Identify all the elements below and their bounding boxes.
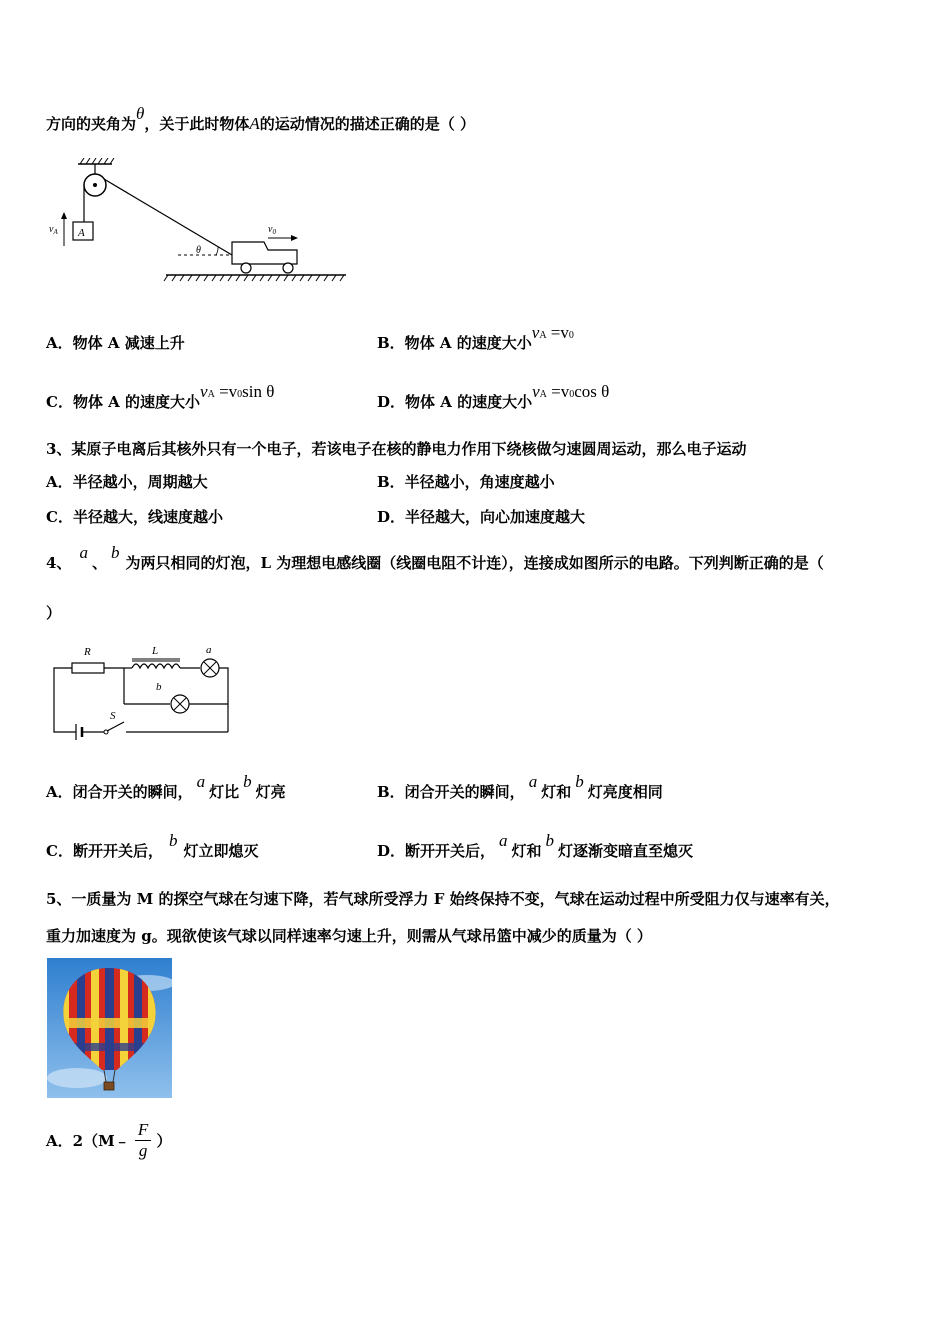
q2-option-c-formula: vA =v0sin θ [200,382,275,401]
q3-stem: 3、某原子电离后其核外只有一个电子，若该电子在核的静电力作用下绕核做匀速圆周运动，那么电子运动 [46,440,747,458]
q4-stem-text: 为两只相同的灯泡，L 为理想电感线圈（线圈电阻不计连），连接成如图所示的电路。下列判断正确的是（ [125,554,824,572]
va-label: $v_A$ [49,224,58,236]
q4-option-b-text2: 灯和 [541,783,572,801]
q2-stem-prefix: 方向的夹角为 [46,115,137,133]
theta-label: θ [196,245,201,256]
resistor-label: R [84,646,91,658]
q4-option-d-b: b [545,831,555,850]
q2-object: A [249,114,260,133]
q4-option-d-text3: 灯逐渐变暗直至熄灭 [558,842,694,860]
q2-stem-suffix: 的运动情况的描述正确的是（ ） [259,115,476,133]
q4-b: b [110,543,120,562]
q4-option-d-a: a [499,831,508,850]
q3-option-b[interactable]: B．半径越小，角速度越小 [377,473,555,491]
q4-option-c-text1: C．断开开关后， [46,842,163,860]
q5-option-a[interactable] [46,1120,172,1161]
q4-number: 4、 [46,554,72,572]
q4-option-a-text1: A．闭合开关的瞬间， [46,783,193,801]
q4-option-b[interactable] [377,772,663,802]
q2-option-d-text: D．物体 A 的速度大小 [377,393,533,411]
q4-stem-close: ） [46,604,62,622]
q4-separator: 、 [91,554,107,572]
q3-option-a[interactable]: A．半径越小，周期越大 [46,473,208,491]
q4-option-c[interactable] [46,831,259,861]
q3-option-d[interactable]: D．半径越大，向心加速度越大 [377,508,586,526]
q2-option-b[interactable] [377,323,574,353]
balloon-image [47,958,172,1098]
v0-label: $v_0$ [268,224,276,236]
q4-option-a-a: a [196,772,206,791]
q4-option-a-text3: 灯亮 [255,783,286,801]
q5-option-a-fraction: $\frac{F}{g}$ [135,1120,151,1161]
q4-option-a-b: b [243,772,252,791]
q4-option-b-text3: 灯亮度相同 [587,783,663,801]
q2-option-b-formula: vA =v0 [531,323,574,342]
circuit-figure [46,640,236,740]
q4-option-a[interactable] [46,772,286,802]
q2-option-c-text: C．物体 A 的速度大小 [46,393,201,411]
inductor-label: L [152,645,159,657]
q4-option-b-a: a [528,772,538,791]
q4-option-c-text2: 灯立即熄灭 [183,842,259,860]
q4-option-d-text1: D．断开开关后， [377,842,496,860]
block-a-label: A [78,227,85,239]
q5-option-a-text1: A．2（M﹣ [46,1132,130,1150]
q4-option-d-text2: 灯和 [511,842,542,860]
q2-stem [46,104,476,134]
q4-option-b-text1: B．闭合开关的瞬间， [377,783,525,801]
q4-stem [46,543,824,573]
q2-theta: θ [136,104,145,123]
q2-option-d-formula: vA =v0cos θ [532,382,610,401]
q4-option-c-b: b [168,831,178,850]
q2-option-c[interactable] [46,382,275,412]
pulley-car-figure [46,158,356,288]
switch-label: S [110,710,116,722]
q4-option-a-text2: 灯比 [209,783,240,801]
q5-stem-line2: 重力加速度为 g。现欲使该气球以同样速率匀速上升，则需从气球吊篮中减少的质量为（ ） [46,927,652,945]
lamp-a-label: a [206,644,212,656]
lamp-b-label: b [156,681,162,693]
q5-option-a-text2: ） [156,1132,172,1150]
q2-option-b-text: B．物体 A 的速度大小 [377,334,532,352]
q4-option-b-b: b [575,772,584,791]
q4-a: a [79,543,88,562]
q5-stem-line1: 5、一质量为 M 的探空气球在匀速下降，若气球所受浮力 F 始终保持不变，气球在运动过程中所受阻力仅与速率有关， [46,890,840,908]
q4-option-d[interactable] [377,831,694,861]
q2-option-d[interactable] [377,382,610,412]
q3-option-c[interactable]: C．半径越大，线速度越小 [46,508,223,526]
q2-stem-mid: ，关于此时物体 [144,115,250,133]
q2-option-a[interactable]: A．物体 A 减速上升 [46,334,185,352]
